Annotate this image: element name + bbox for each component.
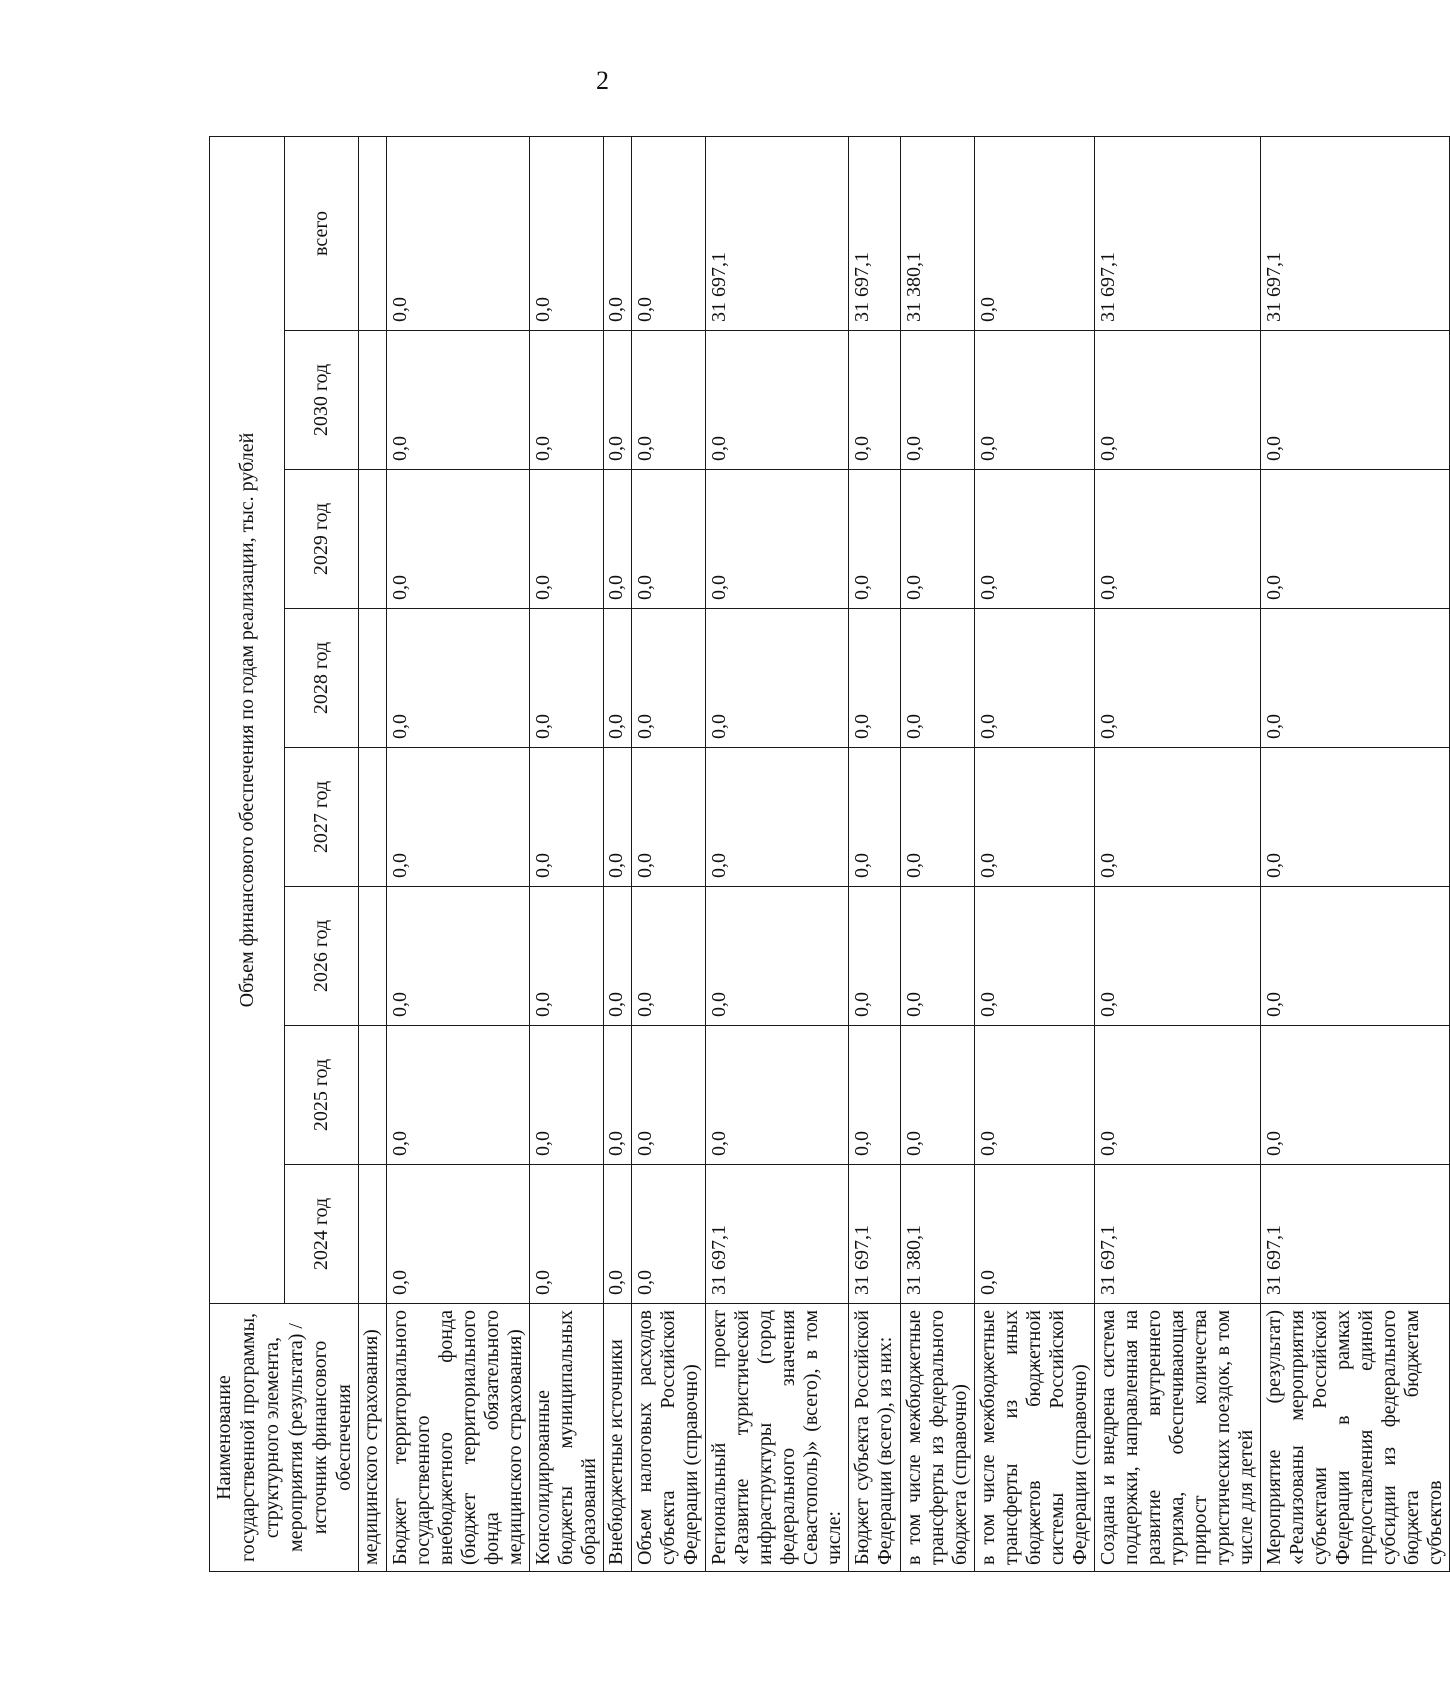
row-value-cell: 0,0 (901, 470, 975, 609)
row-value-cell: 0,0 (849, 887, 901, 1026)
row-value-cell: 0,0 (604, 1026, 632, 1165)
row-value-cell: 0,0 (706, 1026, 849, 1165)
row-value-cell: 0,0 (632, 136, 706, 330)
row-value-cell: 0,0 (387, 1165, 530, 1304)
header-name-column: Наименование государственной программы, структурного элемента, мероприятия (результата) / источник финансового обеспечения (210, 1304, 359, 1572)
table-row (849, 136, 901, 1571)
row-value-cell: 0,0 (1095, 470, 1261, 609)
row-value-cell: 0,0 (387, 609, 530, 748)
row-value-cell: 0,0 (901, 331, 975, 470)
financing-table (209, 136, 1450, 1572)
row-name-cell: в том числе межбюджетные трансферты из иных бюджетов бюджетной системы Российской Федерации (справочно) (975, 1304, 1095, 1572)
header-year-2026: 2026 год (284, 887, 359, 1026)
row-value-cell (359, 331, 387, 470)
rotated-table-container (209, 137, 1446, 1572)
header-year-2025: 2025 год (284, 1026, 359, 1165)
row-name-cell: медицинского страхования) (359, 1304, 387, 1572)
row-value-cell: 0,0 (1095, 887, 1261, 1026)
row-value-cell: 0,0 (706, 887, 849, 1026)
row-value-cell: 0,0 (1261, 470, 1450, 609)
header-year-2028: 2028 год (284, 609, 359, 748)
row-value-cell: 0,0 (632, 331, 706, 470)
row-value-cell: 0,0 (530, 331, 604, 470)
row-value-cell: 0,0 (706, 331, 849, 470)
table-body (359, 136, 1450, 1571)
row-value-cell: 31 697,1 (849, 136, 901, 330)
row-value-cell: 0,0 (387, 1026, 530, 1165)
row-name-cell: Бюджет субъекта Российской Федерации (всего), из них: (849, 1304, 901, 1572)
row-value-cell: 0,0 (530, 609, 604, 748)
row-name-cell: Объем налоговых расходов субъекта Российской Федерации (справочно) (632, 1304, 706, 1572)
row-value-cell: 0,0 (387, 470, 530, 609)
row-name-cell: Создана и внедрена система поддержки, направленная на развитие внутреннего туризма, обеспечивающая прирост количества туристических поездок, в том числе для детей (1095, 1304, 1261, 1572)
row-value-cell: 0,0 (387, 331, 530, 470)
row-value-cell: 0,0 (530, 470, 604, 609)
row-value-cell: 0,0 (706, 609, 849, 748)
row-value-cell: 0,0 (1261, 887, 1450, 1026)
row-value-cell: 0,0 (901, 609, 975, 748)
row-value-cell: 0,0 (849, 470, 901, 609)
row-value-cell: 31 380,1 (901, 1165, 975, 1304)
row-value-cell: 0,0 (849, 748, 901, 887)
header-year-2030: 2030 год (284, 331, 359, 470)
row-value-cell: 0,0 (849, 331, 901, 470)
row-value-cell: 31 697,1 (1095, 136, 1261, 330)
row-value-cell: 0,0 (901, 748, 975, 887)
row-value-cell: 0,0 (849, 609, 901, 748)
row-value-cell: 0,0 (632, 1165, 706, 1304)
row-name-cell: Внебюджетные источники (604, 1304, 632, 1572)
header-year-2029: 2029 год (284, 470, 359, 609)
row-value-cell: 31 380,1 (901, 136, 975, 330)
row-name-cell: Консолидированные бюджеты муниципальных образований (530, 1304, 604, 1572)
row-value-cell: 0,0 (706, 748, 849, 887)
page-number: 2 (596, 66, 609, 95)
row-value-cell: 0,0 (1095, 748, 1261, 887)
row-value-cell: 0,0 (1261, 748, 1450, 887)
header-year-2027: 2027 год (284, 748, 359, 887)
row-value-cell: 0,0 (975, 331, 1095, 470)
row-value-cell: 0,0 (1261, 1026, 1450, 1165)
table-row (1095, 136, 1261, 1571)
row-value-cell (359, 136, 387, 330)
row-value-cell: 0,0 (975, 748, 1095, 887)
row-value-cell: 0,0 (1095, 1026, 1261, 1165)
table-row (975, 136, 1095, 1571)
row-value-cell (359, 1026, 387, 1165)
table-row (359, 136, 387, 1571)
row-name-cell: Региональный проект «Развитие туристической инфраструктуры (город федерального значения Севастополь)» (всего), в том числе: (706, 1304, 849, 1572)
row-value-cell: 0,0 (604, 609, 632, 748)
row-value-cell: 31 697,1 (706, 1165, 849, 1304)
row-value-cell: 0,0 (632, 887, 706, 1026)
table-row (632, 136, 706, 1571)
row-value-cell: 0,0 (387, 136, 530, 330)
row-value-cell: 0,0 (530, 1165, 604, 1304)
row-value-cell: 0,0 (604, 748, 632, 887)
row-value-cell: 0,0 (1261, 609, 1450, 748)
row-value-cell: 0,0 (632, 748, 706, 887)
table-row (604, 136, 632, 1571)
row-value-cell (359, 470, 387, 609)
row-value-cell: 0,0 (530, 748, 604, 887)
header-volume-title: Объем финансового обеспечения по годам реализации, тыс. рублей (210, 136, 285, 1303)
table-row (1261, 136, 1450, 1571)
row-value-cell: 0,0 (632, 1026, 706, 1165)
row-value-cell: 31 697,1 (706, 136, 849, 330)
row-value-cell: 0,0 (901, 887, 975, 1026)
row-value-cell (359, 609, 387, 748)
row-value-cell: 0,0 (530, 136, 604, 330)
row-value-cell: 0,0 (901, 1026, 975, 1165)
row-value-cell (359, 887, 387, 1026)
table-row (530, 136, 604, 1571)
row-value-cell: 0,0 (530, 1026, 604, 1165)
row-name-cell: Бюджет территориального государственного внебюджетного фонда (бюджет территориального фонда обязательного медицинского страхования) (387, 1304, 530, 1572)
row-value-cell: 31 697,1 (1095, 1165, 1261, 1304)
header-row-top (210, 136, 285, 1571)
row-value-cell: 0,0 (706, 470, 849, 609)
row-value-cell: 0,0 (849, 1026, 901, 1165)
row-value-cell: 0,0 (604, 136, 632, 330)
row-value-cell: 0,0 (975, 1026, 1095, 1165)
table-row (706, 136, 849, 1571)
row-value-cell: 31 697,1 (1261, 1165, 1450, 1304)
row-value-cell (359, 748, 387, 887)
row-value-cell: 0,0 (604, 1165, 632, 1304)
row-name-cell: Мероприятие (результат) «Реализованы мероприятия субъектами Российской Федерации в рамках предоставления единой субсидии из федерального бюджета бюджетам субъектов (1261, 1304, 1450, 1572)
row-value-cell: 31 697,1 (1261, 136, 1450, 330)
row-value-cell: 0,0 (975, 609, 1095, 748)
row-value-cell: 0,0 (604, 470, 632, 609)
row-value-cell: 0,0 (387, 748, 530, 887)
row-value-cell: 0,0 (387, 887, 530, 1026)
row-value-cell: 0,0 (632, 609, 706, 748)
header-total: всего (284, 136, 359, 330)
row-value-cell: 0,0 (975, 887, 1095, 1026)
row-value-cell: 0,0 (604, 887, 632, 1026)
table-row (901, 136, 975, 1571)
row-value-cell: 0,0 (530, 887, 604, 1026)
row-name-cell: в том числе межбюджетные трансферты из федерального бюджета (справочно) (901, 1304, 975, 1572)
row-value-cell: 0,0 (1095, 609, 1261, 748)
row-value-cell: 0,0 (1261, 331, 1450, 470)
row-value-cell (359, 1165, 387, 1304)
row-value-cell: 31 697,1 (849, 1165, 901, 1304)
row-value-cell: 0,0 (975, 1165, 1095, 1304)
row-value-cell: 0,0 (975, 136, 1095, 330)
table-row (387, 136, 530, 1571)
header-year-2024: 2024 год (284, 1165, 359, 1304)
row-value-cell: 0,0 (604, 331, 632, 470)
row-value-cell: 0,0 (1095, 331, 1261, 470)
row-value-cell: 0,0 (632, 470, 706, 609)
row-value-cell: 0,0 (975, 470, 1095, 609)
